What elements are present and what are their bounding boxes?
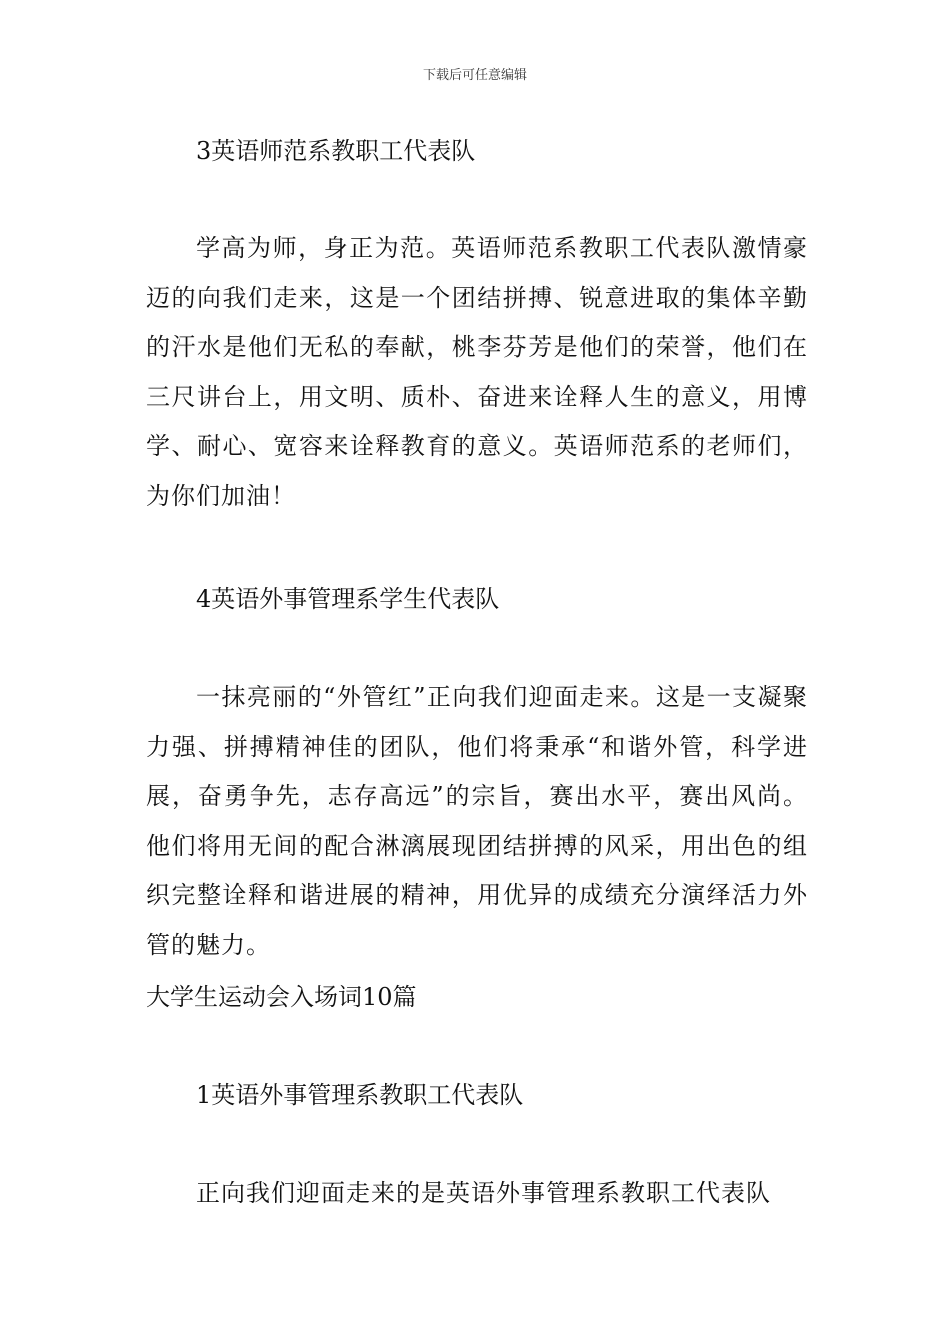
section-1-heading: 1英语外事管理系教职工代表队 [196,1081,524,1109]
section-3-heading: 3英语师范系教职工代表队 [196,137,476,165]
section-1-body: 正向我们迎面走来的是英语外事管理系教职工代表队 [196,1179,771,1207]
page-header: 下载后可任意编辑 [422,68,527,83]
section-4-heading: 4英语外事管理系学生代表队 [196,585,500,613]
document-title: 大学生运动会入场词10篇 [146,983,417,1011]
section-4-body: 一抹亮丽的“外管红”正向我们迎面走来。这是一支凝聚力强、拼搏精神佳的团队，他们将秉承“和谐外管，科学进展，奋勇争先，志存高远”的宗旨，赛出水平，赛出风尚。他们将用无间的配合淋漓展现团结拼搏的风采，用出色的组织完整诠释和谐进展的精神，用优异的成绩充分演绎活力外管的魅力。 [146,683,808,959]
section-3-body: 学高为师，身正为范。英语师范系教职工代表队激情豪迈的向我们走来，这是一个团结拼搏、锐意进取的集体辛勤的汗水是他们无私的奉献，桃李芬芳是他们的荣誉，他们在三尺讲台上，用文明、质朴、奋进来诠释人生的意义，用博学、耐心、宽容来诠释教育的意义。英语师范系的老师们，为你们加油！ [146,234,808,510]
